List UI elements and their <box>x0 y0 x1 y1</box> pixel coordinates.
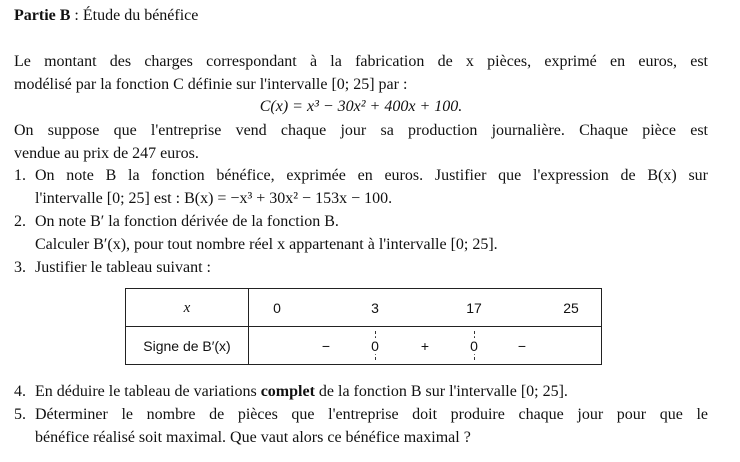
sign-table-signs-cell <box>249 327 602 365</box>
question-3-line-1: Justifier le tableau suivant : <box>35 259 211 276</box>
part-heading <box>14 6 708 26</box>
question-5-number: 5. <box>14 406 26 423</box>
question-4-pre: En déduire le tableau de variations <box>35 383 261 400</box>
part-label: Partie B <box>14 7 71 24</box>
question-4-bold: complet <box>260 383 315 400</box>
question-1-number: 1. <box>14 167 26 184</box>
sign-minus-1: − <box>321 337 331 354</box>
cost-formula: C(x) = x³ − 30x² + 400x + 100. <box>259 98 463 115</box>
question-5-line-1: Déterminer le nombre de pièces que l'entreprise doit produire chaque jour pour que le <box>35 406 708 423</box>
question-2-line-2: Calculer B′(x), pour tout nombre réel x appartenant à l'intervalle [0; 25]. <box>35 236 498 253</box>
question-4-post: de la fonction B sur l'intervalle [0; 25]. <box>314 383 568 400</box>
sign-table-x-values-cell <box>249 289 602 327</box>
intro-line-2: modélisé par la fonction C définie sur l'intervalle [0; 25] par : <box>14 76 408 93</box>
question-1-line-1: On note B la fonction bénéfice, exprimée en euros. Justifier que l'expression de B(x) sur <box>35 167 708 184</box>
x-value-25: 25 <box>563 299 579 316</box>
intro-line-3: On suppose que l'entreprise vend chaque jour sa production journalière. Chaque pièce est <box>14 122 708 139</box>
x-value-0: 0 <box>273 299 281 316</box>
part-separator: : <box>70 7 83 24</box>
sign-minus-2: − <box>517 337 527 354</box>
x-value-3: 3 <box>371 299 379 316</box>
intro-line-4: vendue au prix de 247 euros. <box>14 145 199 162</box>
sign-zero-1: 0 <box>371 337 379 354</box>
sign-table-header-cell <box>126 289 249 327</box>
question-2-line-1: On note B′ la fonction dérivée de la fonction B. <box>35 213 339 230</box>
question-4-number: 4. <box>14 383 26 400</box>
question-2-number: 2. <box>14 213 26 230</box>
sign-plus: + <box>420 337 430 354</box>
x-value-17: 17 <box>466 299 482 316</box>
sign-zero-2: 0 <box>470 337 478 354</box>
question-1-line-2: l'intervalle [0; 25] est : B(x) = −x³ + 30x² − 153x − 100. <box>35 190 393 207</box>
intro-line-1: Le montant des charges correspondant à la fabrication de x pièces, exprimé en euros, est <box>14 53 708 70</box>
sign-table <box>125 288 602 365</box>
question-3-number: 3. <box>14 259 26 276</box>
part-title: Étude du bénéfice <box>82 7 199 24</box>
sign-table-row-label: Signe de B′(x) <box>126 327 249 365</box>
question-5-line-2: bénéfice réalisé soit maximal. Que vaut alors ce bénéfice maximal ? <box>35 429 471 446</box>
question-4-line-1 <box>35 382 708 402</box>
sign-table-x-label: x <box>183 299 191 316</box>
